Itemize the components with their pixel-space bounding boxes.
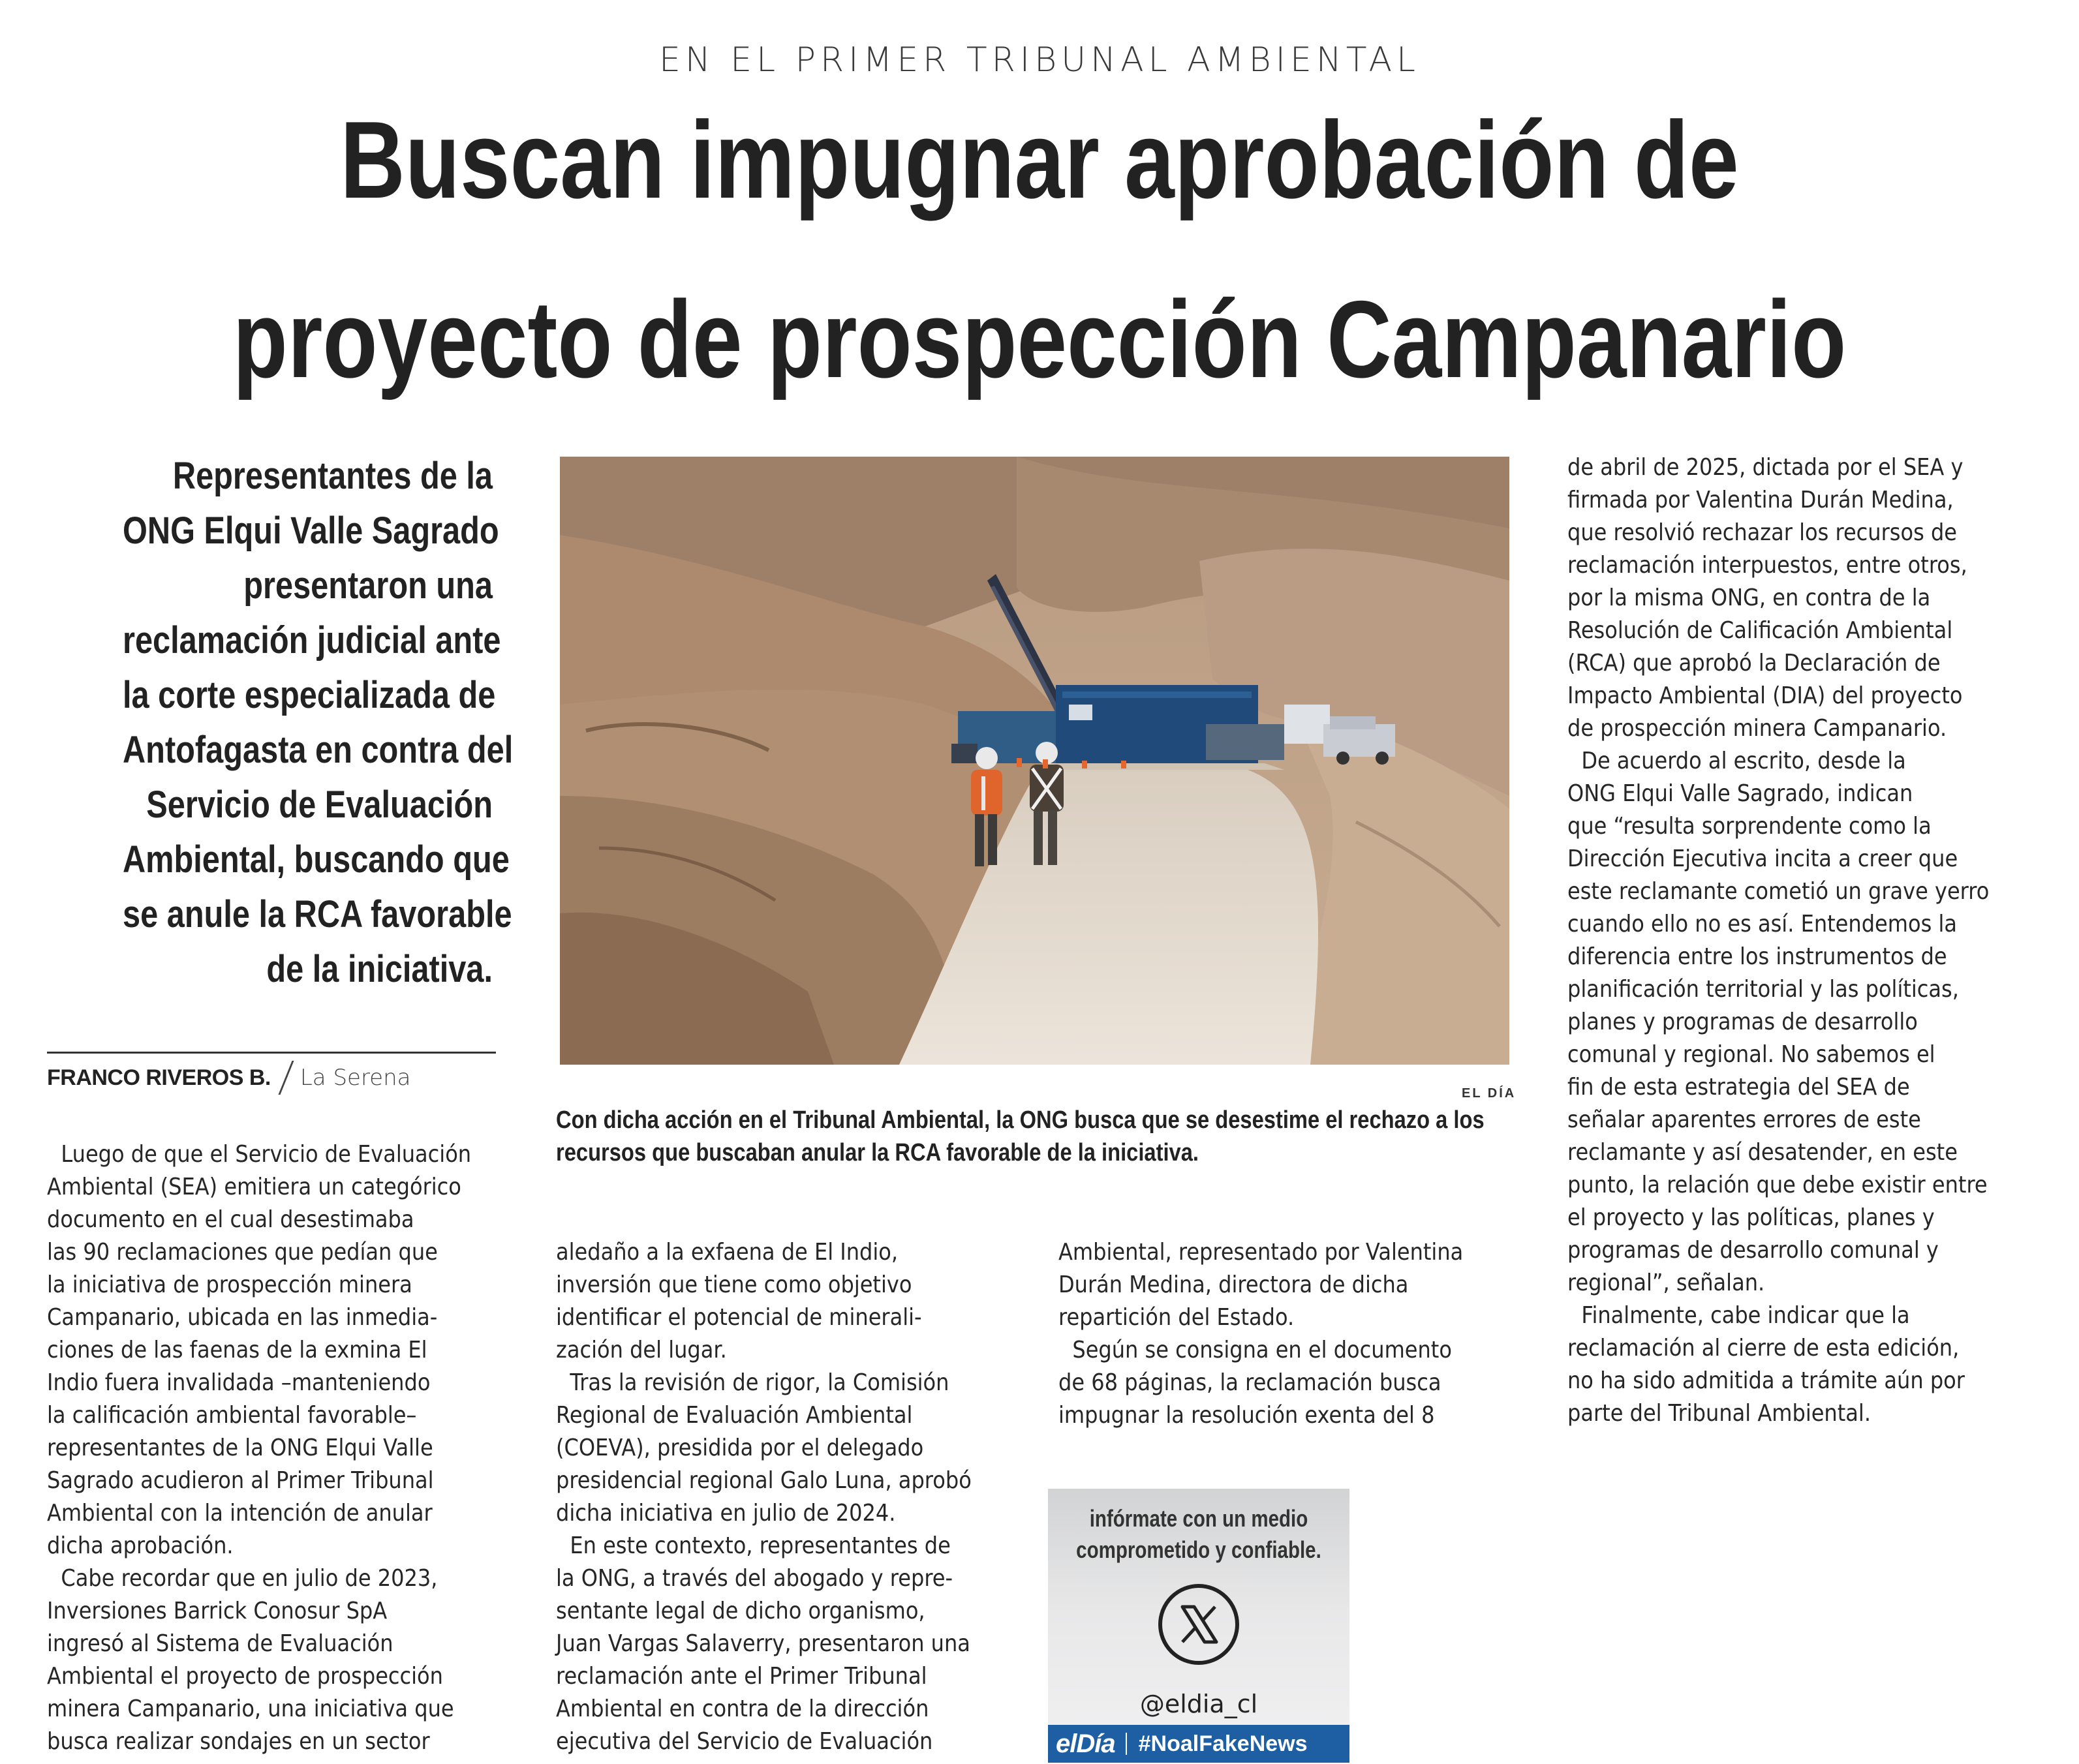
body-line: dicha iniciativa en julio de 2024. (556, 1500, 896, 1527)
body-line: (RCA) que aprobó la Declaración de (1567, 650, 1941, 677)
photo-caption (556, 1104, 1515, 1169)
lede-line: reclamación judicial ante (123, 619, 501, 662)
body-line: no ha sido admitida a trámite aún por (1567, 1367, 1965, 1394)
promo-line: infórmate con un medio (1089, 1505, 1308, 1532)
lede-line: Ambiental, buscando que (123, 838, 510, 881)
body-line: presidencial regional Galo Luna, aprobó (556, 1467, 972, 1494)
body-line: parte del Tribunal Ambiental. (1567, 1400, 1871, 1427)
body-line: De acuerdo al escrito, desde la (1581, 748, 1906, 774)
body-line: este reclamante cometió un grave yerro (1567, 878, 1990, 905)
body-line: repartición del Estado. (1058, 1304, 1295, 1331)
body-line: Tras la revisión de rigor, la Comisión (570, 1369, 949, 1396)
body-column-4 (1567, 451, 2024, 1430)
lede-line: Antofagasta en contra del (123, 729, 514, 771)
body-column-1 (47, 1138, 497, 1758)
body-line: representantes de la ONG Elqui Valle (47, 1435, 433, 1461)
caption-line: Con dicha acción en el Tribunal Ambiental, la ONG busca que se desestime el rechazo a los (556, 1106, 1485, 1134)
lede-line: la corte especializada de (123, 674, 496, 716)
body-line: fin de esta estrategia del SEA de (1567, 1074, 1910, 1101)
body-line: (COEVA), presidida por el delegado (556, 1435, 924, 1461)
lede-line: presentaron una (243, 564, 493, 607)
body-line: el proyecto y las políticas, planes y (1567, 1204, 1935, 1231)
body-line: Ambiental en contra de la dirección (556, 1696, 929, 1722)
promo-text (1048, 1503, 1349, 1566)
body-line: planes y programas de desarrollo (1567, 1009, 1918, 1035)
body-line: ingresó al Sistema de Evaluación (47, 1630, 393, 1657)
lede-line: de la iniciativa. (266, 948, 493, 990)
lede-line: Servicio de Evaluación (146, 783, 493, 826)
body-line: Ambiental con la intención de anular (47, 1500, 433, 1527)
body-line: reclamación interpuestos, entre otros, (1567, 552, 1967, 579)
body-line: Inversiones Barrick Conosur SpA (47, 1598, 388, 1624)
body-line: Según se consigna en el documento (1072, 1337, 1452, 1363)
body-line: Juan Vargas Salaverry, presentaron una (556, 1630, 970, 1657)
body-line: aledaño a la exfaena de El Indio, (556, 1239, 899, 1266)
body-line: la iniciativa de prospección minera (47, 1271, 412, 1298)
body-line: Campanario, ubicada en las inmedia- (47, 1304, 438, 1331)
body-column-2 (556, 1236, 1006, 1758)
lede-line: ONG Elqui Valle Sagrado (123, 509, 499, 552)
photo-credit: EL DÍA (1462, 1086, 1517, 1101)
body-line: de 68 páginas, la reclamación busca (1058, 1369, 1441, 1396)
body-line: sentante legal de dicho organismo, (556, 1598, 925, 1624)
body-line: ciones de las faenas de la exmina El (47, 1337, 427, 1363)
body-line: En este contexto, representantes de (570, 1532, 951, 1559)
body-line: Resolución de Calificación Ambiental (1567, 617, 1953, 644)
lede-line: se anule la RCA favorable (123, 893, 512, 935)
brand-logo: elDía (1056, 1729, 1115, 1758)
body-line: Luego de que el Servicio de Evaluación (61, 1141, 472, 1168)
body-line: por la misma ONG, en contra de la (1567, 585, 1931, 611)
body-line: busca realizar sondajes en un sector (47, 1728, 430, 1755)
lede (52, 449, 514, 997)
lede-line: Representantes de la (172, 455, 493, 497)
body-line: Ambiental, representado por Valentina (1058, 1239, 1464, 1266)
x-logo-icon[interactable] (1158, 1583, 1240, 1665)
body-line: señalar aparentes errores de este (1567, 1106, 1921, 1133)
body-line: documento en el cual desestimaba (47, 1206, 414, 1233)
body-line: Impacto Ambiental (DIA) del proyecto (1567, 682, 1963, 709)
byline-rule (47, 1052, 496, 1054)
body-line: que “resulta sorprendente como la (1567, 813, 1932, 840)
body-line: identificar el potencial de minerali- (556, 1304, 922, 1331)
headline-line-2: proyecto de prospección Campanario (232, 278, 1847, 401)
hashtag: #NoalFakeNews (1138, 1731, 1308, 1756)
body-line: de prospección minera Campanario. (1567, 715, 1947, 742)
body-line: Durán Medina, directora de dicha (1058, 1271, 1409, 1298)
byline-author: FRANCO RIVEROS B. (47, 1065, 271, 1090)
body-line: cuando ello no es así. Entendemos la (1567, 911, 1957, 937)
body-line: minera Campanario, una iniciativa que (47, 1696, 454, 1722)
body-line: programas de desarrollo comunal y (1567, 1237, 1939, 1264)
body-line: de abril de 2025, dictada por el SEA y (1567, 454, 1964, 481)
body-line: Ambiental (SEA) emitiera un categórico (47, 1174, 461, 1200)
body-line: planificación territorial y las políticas, (1567, 976, 1959, 1003)
body-line: zación del lugar. (556, 1337, 727, 1363)
promo-line: comprometido y confiable. (1076, 1536, 1321, 1563)
body-line: Regional de Evaluación Ambiental (556, 1402, 913, 1429)
social-handle[interactable]: @eldia_cl (1139, 1690, 1258, 1718)
body-line: impugnar la resolución exenta del 8 (1058, 1402, 1435, 1429)
body-line: la calificación ambiental favorable– (47, 1402, 417, 1429)
article-photo (560, 457, 1509, 1065)
body-line: ONG Elqui Valle Sagrado, indican (1567, 780, 1913, 807)
social-promo-box[interactable] (1048, 1489, 1349, 1763)
body-line: inversión que tiene como objetivo (556, 1271, 912, 1298)
body-line: Sagrado acudieron al Primer Tribunal (47, 1467, 434, 1494)
body-line: diferencia entre los instrumentos de (1567, 943, 1947, 970)
body-line: reclamante y así desatender, en este (1567, 1139, 1958, 1166)
byline (47, 1058, 410, 1097)
body-line: la ONG, a través del abogado y repre- (556, 1565, 953, 1592)
body-line: Finalmente, cabe indicar que la (1581, 1302, 1910, 1329)
body-line: reclamación al cierre de esta edición, (1567, 1335, 1960, 1361)
body-line: ejecutiva del Servicio de Evaluación (556, 1728, 933, 1755)
body-line: punto, la relación que debe existir entre (1567, 1172, 1988, 1198)
body-line: Dirección Ejecutiva incita a creer que (1567, 845, 1958, 872)
body-line: dicha aprobación. (47, 1532, 234, 1559)
body-line: Ambiental el proyecto de prospección (47, 1663, 443, 1690)
headline-line-1: Buscan impugnar aprobación de (340, 99, 1739, 221)
body-line: Cabe recordar que en julio de 2023, (61, 1565, 438, 1592)
body-column-3 (1058, 1236, 1509, 1432)
promo-brand-bar (1048, 1725, 1349, 1763)
brand-divider (1126, 1733, 1127, 1755)
kicker: EN EL PRIMER TRIBUNAL AMBIENTAL (659, 40, 1420, 80)
mining-site-illustration (560, 457, 1509, 1065)
byline-location: La Serena (300, 1065, 411, 1091)
body-line: reclamación ante el Primer Tribunal (556, 1663, 927, 1690)
body-line: firmada por Valentina Durán Medina, (1567, 487, 1954, 513)
body-line: comunal y regional. No sabemos el (1567, 1041, 1935, 1068)
body-line: regional”, señalan. (1567, 1270, 1765, 1296)
body-line: las 90 reclamaciones que pedían que (47, 1239, 438, 1266)
body-line: que resolvió rechazar los recursos de (1567, 519, 1957, 546)
caption-line: recursos que buscaban anular la RCA favorable de la iniciativa. (556, 1139, 1199, 1166)
byline-divider (278, 1061, 294, 1095)
body-line: Indio fuera invalidada –manteniendo (47, 1369, 431, 1396)
